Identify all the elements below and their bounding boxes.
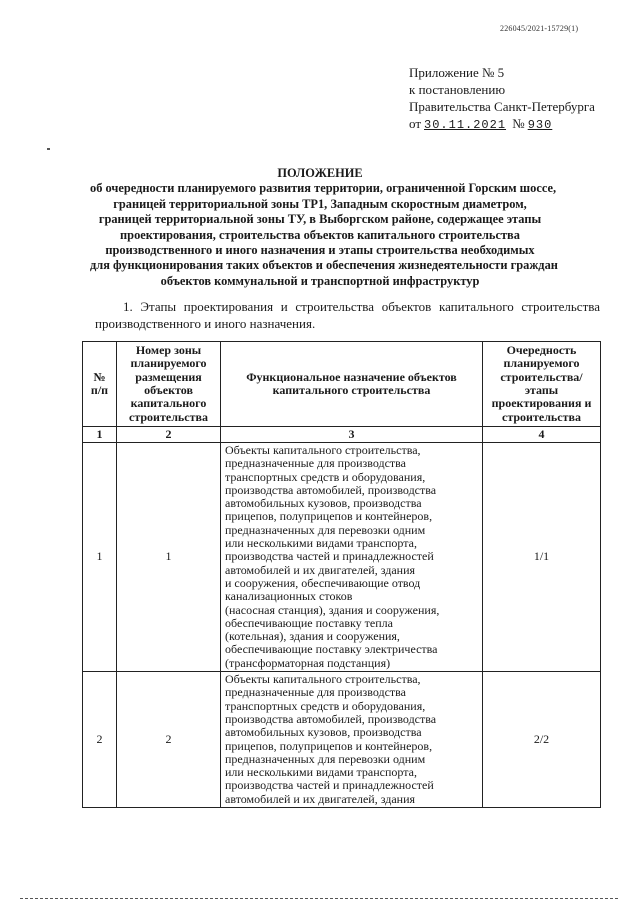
purpose-line: предназначенных для перевозки одним (225, 751, 426, 766)
purpose-line: производства частей и принадлежностей (225, 549, 434, 564)
decree-date: 30.11.2021 (424, 118, 507, 132)
title-line: для функционирования таких объектов и обеспечения жизнедеятельности граждан (90, 258, 558, 273)
decree-number: 930 (527, 118, 553, 132)
title-line: производственного и иного назначения и этапы строительства необходимых (105, 243, 535, 258)
appendix-block (409, 64, 609, 134)
appendix-line-2: к постановлению (409, 82, 506, 97)
header-number: № п/п (83, 342, 117, 427)
header-zone: Номер зоны планируемого размещения объектов капитального строительства (117, 342, 221, 427)
column-number: 3 (221, 427, 483, 443)
row-number: 2 (83, 672, 117, 808)
appendix-line-3: Правительства Санкт-Петербурга (409, 99, 595, 114)
column-number: 1 (83, 427, 117, 443)
header-purpose: Функциональное назначение объектов капитального строительства (221, 342, 483, 427)
purpose-line: транспортных средств и оборудования, (225, 698, 426, 713)
purpose-line: прицепов, полуприцепов и контейнеров, (225, 738, 433, 753)
purpose-line: (котельная), здания и сооружения, (225, 629, 400, 644)
title-line: границей территориальной зоны ТР1, Западным скоростным диаметром, (113, 196, 527, 211)
page-bottom-edge (20, 898, 618, 899)
document-title (90, 166, 558, 289)
column-number: 2 (117, 427, 221, 443)
purpose-line: производства автомобилей, производства (225, 482, 437, 497)
purpose-line: автомобильных кузовов, производства (225, 725, 422, 740)
title-heading: ПОЛОЖЕНИЕ (277, 166, 363, 180)
purpose-line: канализационных стоков (225, 589, 353, 604)
row-stage: 1/1 (483, 443, 601, 672)
appendix-date-line (409, 115, 609, 134)
document-stamp: 226045/2021-15729(1) (500, 24, 579, 33)
purpose-line: и сооружения, обеспечивающие отвод (225, 575, 421, 590)
row-purpose (221, 443, 483, 672)
purpose-line: транспортных средств и оборудования, (225, 469, 426, 484)
title-line: об очередности планируемого развития территории, ограниченной Горским шоссе, (90, 181, 557, 196)
column-number-row (83, 427, 601, 443)
purpose-line: или несколькими видами транспорта, (225, 765, 417, 780)
purpose-line: производства автомобилей, производства (225, 711, 437, 726)
table-row (83, 672, 601, 808)
row-zone: 2 (117, 672, 221, 808)
stages-table (82, 341, 601, 808)
scan-speck (47, 148, 50, 150)
purpose-line: производства частей и принадлежностей (225, 778, 434, 793)
number-prefix: № (512, 116, 525, 131)
title-line: объектов коммунальной и транспортной инфраструктур (160, 273, 480, 288)
intro-paragraph: 1. Этапы проектирования и строительства объектов капитального строительства производственного и иного назначения. (95, 299, 600, 331)
purpose-line: (насосная станция), здания и сооружения, (225, 602, 440, 617)
purpose-line: Объекты капитального строительства, (225, 443, 421, 457)
purpose-line: автомобильных кузовов, производства (225, 496, 422, 511)
purpose-line: предназначенные для производства (225, 685, 406, 700)
table-row (83, 443, 601, 672)
purpose-line: предназначенные для производства (225, 456, 406, 471)
purpose-line: автомобилей и их двигателей, здания (225, 562, 416, 577)
purpose-line: или несколькими видами транспорта, (225, 536, 417, 551)
title-line: границей территориальной зоны ТУ, в Выборгском районе, содержащее этапы (98, 212, 542, 227)
row-stage: 2/2 (483, 672, 601, 808)
purpose-line: обеспечивающие поставку тепла (225, 615, 393, 630)
purpose-line: прицепов, полуприцепов и контейнеров, (225, 509, 433, 524)
appendix-line-1: Приложение № 5 (409, 65, 505, 80)
header-stage: Очередность планируемого строительства/ этапы проектирования и строительства (483, 342, 601, 427)
date-prefix: от (409, 116, 422, 131)
purpose-line: автомобилей и их двигателей, здания (225, 791, 416, 806)
row-zone: 1 (117, 443, 221, 672)
row-purpose (221, 672, 483, 808)
table-header-row (83, 342, 601, 427)
column-number: 4 (483, 427, 601, 443)
title-line: проектирования, строительства объектов капитального строительства (120, 227, 520, 242)
purpose-line: обеспечивающие поставку электричества (225, 642, 438, 657)
purpose-line: (трансформаторная подстанция) (225, 655, 391, 670)
row-number: 1 (83, 443, 117, 672)
purpose-line: предназначенных для перевозки одним (225, 522, 426, 537)
purpose-line: Объекты капитального строительства, (225, 672, 421, 687)
